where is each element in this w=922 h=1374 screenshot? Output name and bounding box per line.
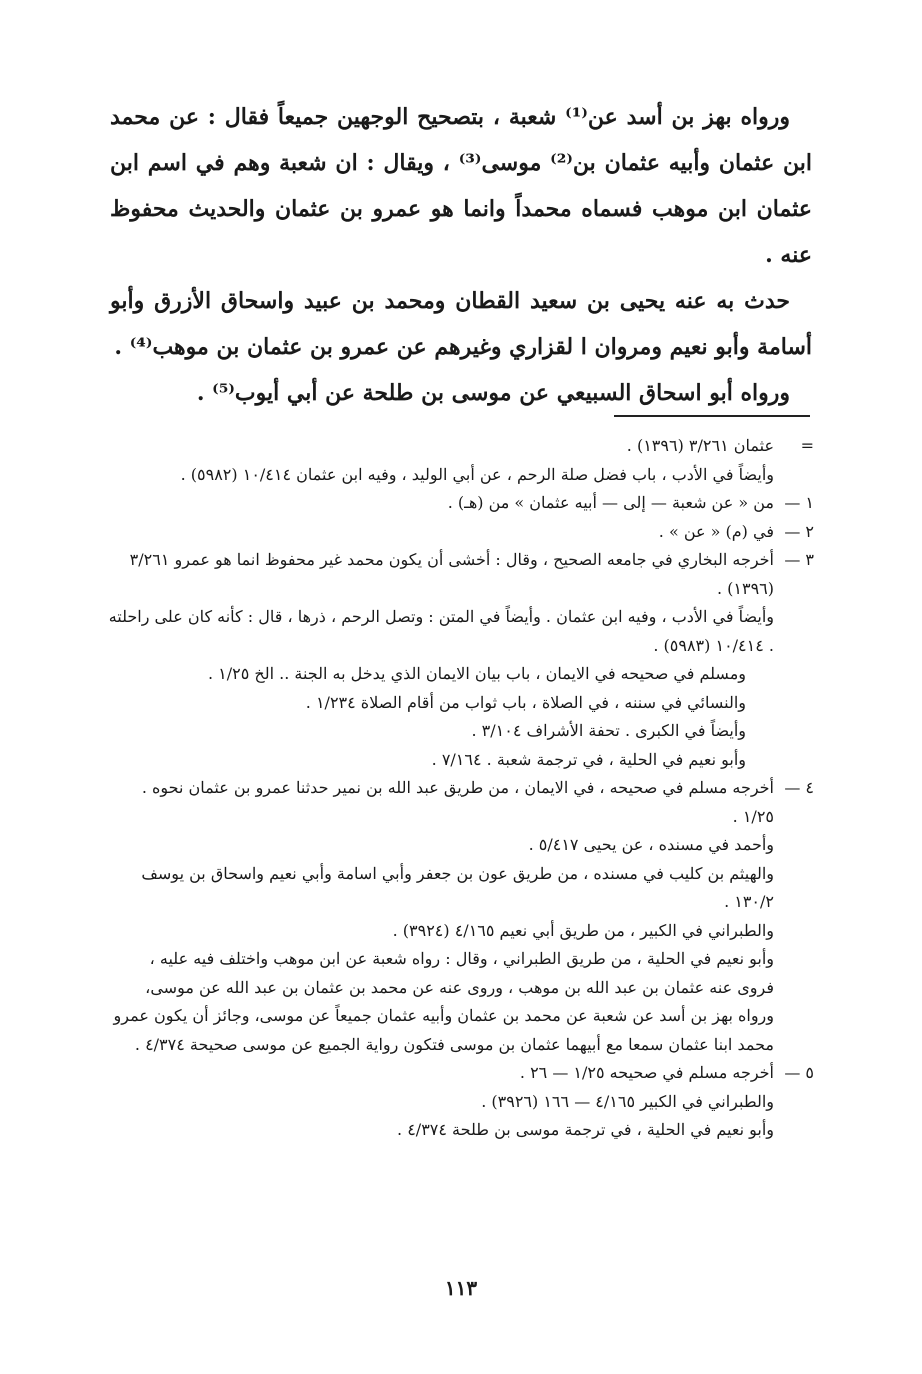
footnote-line: في (م) « عن » . xyxy=(658,521,774,541)
footnote-line: وأبو نعيم في الحلية ، في ترجمة شعبة . ٧/١٦٤ . xyxy=(431,749,746,769)
footnote-continued xyxy=(108,432,814,489)
footnote-number: = xyxy=(800,436,814,455)
footnote-line: وأبو نعيم في الحلية ، من طريق الطبراني ، وقال : رواه شعبة عن ابن موهب واختلف فيه عليه ، فروى عنه عثمان بن عبد الله بن موهب ، وروى عنه عن محمد بن عثمان بن عبد الله عن موسى، ورواه بهز بن أسد عن شعبة عن محمد بن عثمان وأبيه عثمان جميعاً عن موسى، وجائز أن يكون عمرو محمد ابنا عثمان سمعا مع أبيهما عثمان بن موسى فتكون رواية الجميع عن موسى صحيحة ٤/٣٧٤ . xyxy=(113,949,774,1054)
footnote-number: ٣ — xyxy=(784,550,814,569)
main-text xyxy=(110,94,812,416)
footnote-line: أخرجه البخاري في جامعه الصحيح ، وقال : أخشى أن يكون محمد غير محفوظ انما هو عمرو ٣/٢٦١ (١٣٩٦) . xyxy=(129,550,774,598)
footnote-line: وأحمد في مسنده ، عن يحيى ٥/٤١٧ . xyxy=(528,835,774,854)
footnote-line: وأيضاً في الأدب ، وفيه ابن عثمان . وأيضاً في المتن : وتصل الرحم ، ذرها ، قال : كأنه كان على راحلته . ١٠/٤١٤ (٥٩٨٣) . xyxy=(108,607,774,655)
footnote-number: ١ — xyxy=(784,493,814,512)
footnote-line: وأيضاً في الأدب ، باب فضل صلة الرحم ، عن أبي الوليد ، وفيه ابن عثمان ١٠/٤١٤ (٥٩٨٢) . xyxy=(180,464,774,484)
main-paragraph-1: ورواه بهز بن أسد عن⁽¹⁾ شعبة ، بتصحيح الوجهين جميعاً فقال : عن محمد ابن عثمان وأبيه عثمان بن⁽²⁾ موسى⁽³⁾ ، ويقال : ان شعبة وهم في اسم ابن عثمان ابن موهب فسماه محمداً وانما هو عمرو بن عثمان والحديث محفوظ عنه . xyxy=(110,104,812,268)
footnote-number: ٥ — xyxy=(784,1063,814,1082)
footnote-line: والطبراني في الكبير ، من طريق أبي نعيم ٤/١٦٥ (٣٩٢٤) . xyxy=(392,920,774,940)
footnote-number: ٢ — xyxy=(784,521,814,541)
main-paragraph-3: ورواه أبو اسحاق السبيعي عن موسى بن طلحة عن أبي أيوب⁽⁵⁾ . xyxy=(196,380,790,406)
main-paragraph-2: حدث به عنه يحيى بن سعيد القطان ومحمد بن عبيد واسحاق الأزرق وأبو أسامة وأبو نعيم ومروان ا لقزاري وغيرهم عن عمرو بن عثمان بن موهب⁽⁴⁾ . xyxy=(110,288,812,360)
footnote-line: والهيثم بن كليب في مسنده ، من طريق عون بن جعفر وأبي اسامة وأبي نعيم واسحاق بن يوسف ١٣٠/٢ . xyxy=(141,863,774,911)
footnote-5 xyxy=(108,1059,814,1145)
footnote-1 xyxy=(108,489,814,518)
footnote-4 xyxy=(108,774,814,1059)
footnote-line: أخرجه مسلم في صحيحه ، في الايمان ، من طريق عبد الله بن نمير حدثنا عمرو بن عثمان نحوه . ١/٢٥ . xyxy=(141,778,774,826)
footnote-number: ٤ — xyxy=(784,778,814,797)
footnote-line: وأيضاً في الكبرى . تحفة الأشراف ٣/١٠٤ . xyxy=(471,721,746,740)
footnote-separator xyxy=(614,415,810,417)
footnote-line: من « عن شعبة — إلى — أبيه عثمان » من (هـ) . xyxy=(447,493,774,512)
footnote-3 xyxy=(108,546,814,774)
footnote-2 xyxy=(108,518,814,547)
footnote-line: والنسائي في سننه ، في الصلاة ، باب ثواب من أقام الصلاة ١/٢٣٤ . xyxy=(305,692,746,712)
footnote-line: عثمان ٣/٢٦١ (١٣٩٦) . xyxy=(626,436,774,455)
footnote-line: وأبو نعيم في الحلية ، في ترجمة موسى بن طلحة ٤/٣٧٤ . xyxy=(397,1120,774,1139)
page-number: ١١٣ xyxy=(444,1276,478,1300)
footnotes xyxy=(108,432,814,1145)
footnote-line: ومسلم في صحيحه في الايمان ، باب بيان الايمان الذي يدخل به الجنة .. الخ ١/٢٥ . xyxy=(207,664,746,683)
footnote-line: أخرجه مسلم في صحيحه ١/٢٥ — ٢٦ . xyxy=(519,1063,774,1082)
footnote-line: والطبراني في الكبير ٤/١٦٥ — ١٦٦ (٣٩٢٦) . xyxy=(481,1091,774,1111)
